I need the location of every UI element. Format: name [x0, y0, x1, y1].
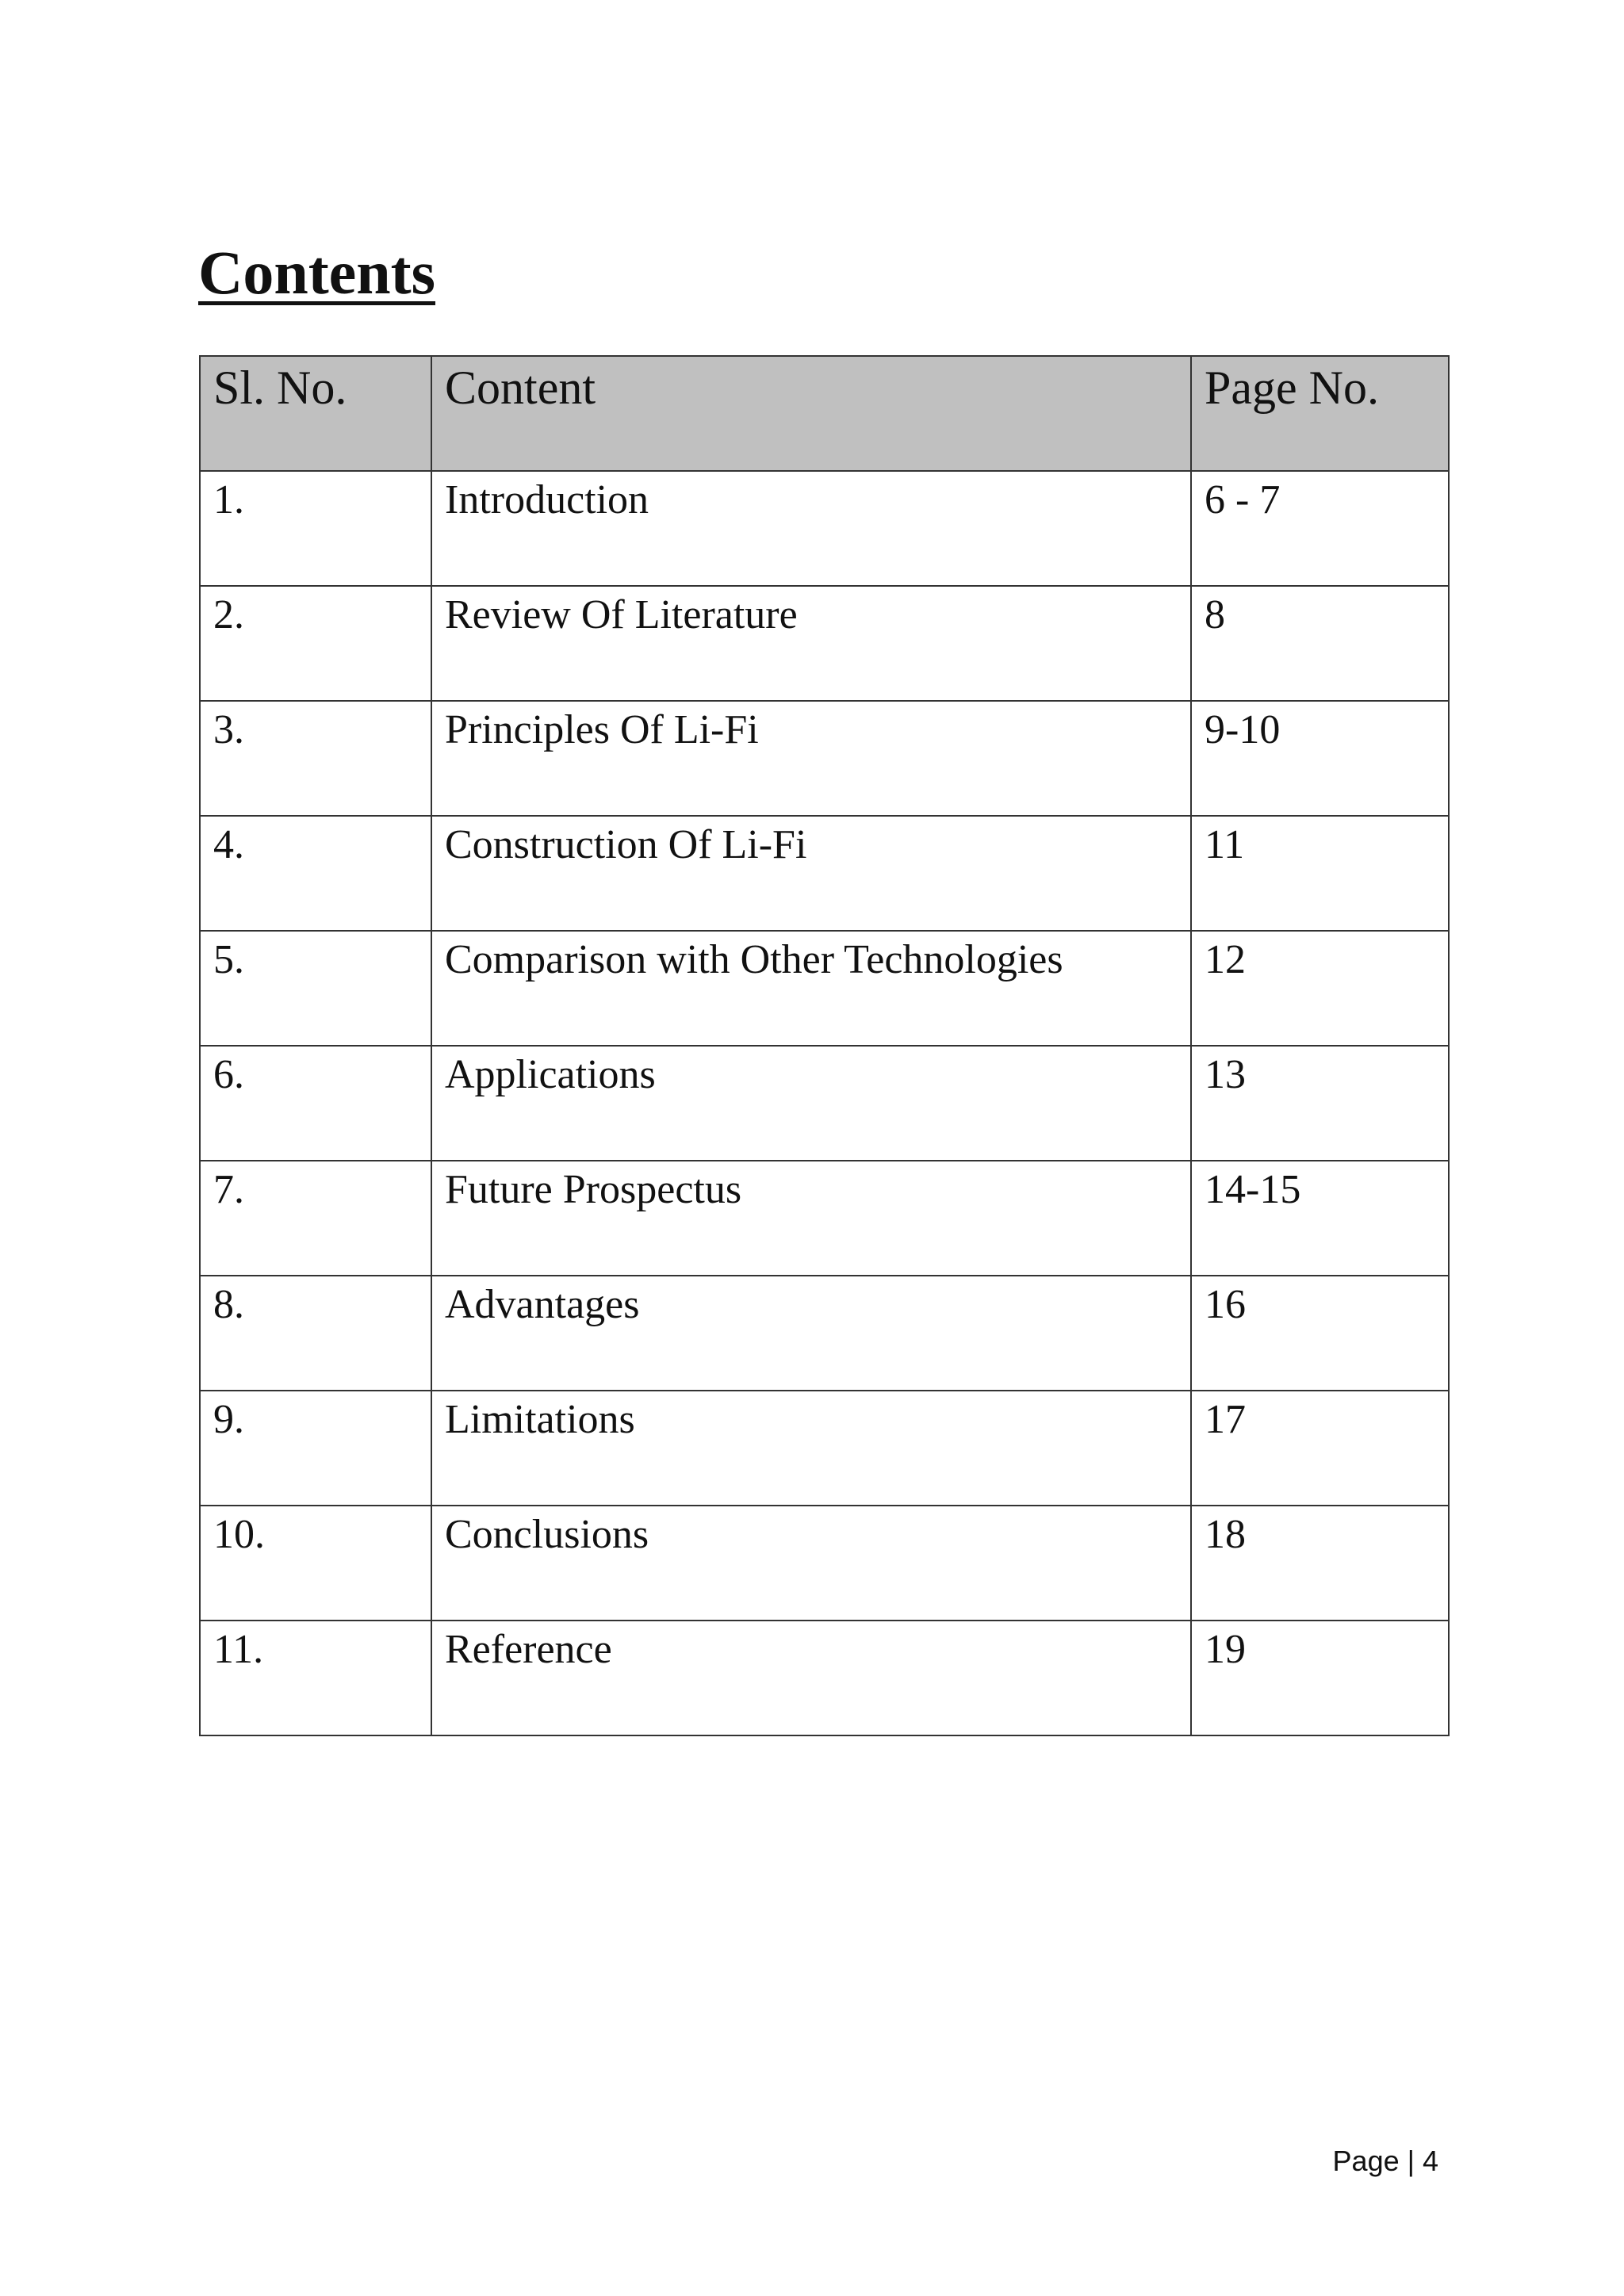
header-page-number: Page No.: [1191, 356, 1449, 471]
table-row: [200, 701, 1449, 816]
contents-table: [199, 355, 1450, 1736]
page-footer: Page | 4: [1332, 2145, 1438, 2177]
table-header-row: [200, 356, 1449, 471]
row-page: 11: [1191, 816, 1449, 931]
table-row: [200, 1276, 1449, 1391]
row-page: 19: [1191, 1621, 1449, 1735]
row-content: Advantages: [431, 1276, 1191, 1391]
row-content: Introduction: [431, 471, 1191, 586]
row-page: 13: [1191, 1046, 1449, 1161]
row-number: 7.: [200, 1161, 431, 1276]
row-content: Principles Of Li-Fi: [431, 701, 1191, 816]
page-title: Contents: [198, 238, 436, 307]
row-page: 12: [1191, 931, 1449, 1046]
row-content: Review Of Literature: [431, 586, 1191, 701]
row-content: Applications: [431, 1046, 1191, 1161]
table-row: [200, 1046, 1449, 1161]
row-content: Conclusions: [431, 1506, 1191, 1621]
row-content: Construction Of Li-Fi: [431, 816, 1191, 931]
row-number: 1.: [200, 471, 431, 586]
table-row: [200, 586, 1449, 701]
row-number: 2.: [200, 586, 431, 701]
row-number: 4.: [200, 816, 431, 931]
row-content: Comparison with Other Technologies: [431, 931, 1191, 1046]
row-page: 8: [1191, 586, 1449, 701]
row-page: 17: [1191, 1391, 1449, 1506]
table-row: [200, 1621, 1449, 1735]
row-number: 6.: [200, 1046, 431, 1161]
row-number: 11.: [200, 1621, 431, 1735]
table-row: [200, 1391, 1449, 1506]
row-number: 9.: [200, 1391, 431, 1506]
header-content: Content: [431, 356, 1191, 471]
row-page: 14-15: [1191, 1161, 1449, 1276]
row-page: 16: [1191, 1276, 1449, 1391]
row-content: Reference: [431, 1621, 1191, 1735]
table-row: [200, 1506, 1449, 1621]
table-row: [200, 816, 1449, 931]
table-row: [200, 1161, 1449, 1276]
row-content: Limitations: [431, 1391, 1191, 1506]
row-page: 9-10: [1191, 701, 1449, 816]
row-number: 8.: [200, 1276, 431, 1391]
row-content: Future Prospectus: [431, 1161, 1191, 1276]
row-number: 5.: [200, 931, 431, 1046]
row-page: 18: [1191, 1506, 1449, 1621]
row-page: 6 - 7: [1191, 471, 1449, 586]
header-serial-number: Sl. No.: [200, 356, 431, 471]
table-row: [200, 471, 1449, 586]
row-number: 3.: [200, 701, 431, 816]
table-row: [200, 931, 1449, 1046]
row-number: 10.: [200, 1506, 431, 1621]
